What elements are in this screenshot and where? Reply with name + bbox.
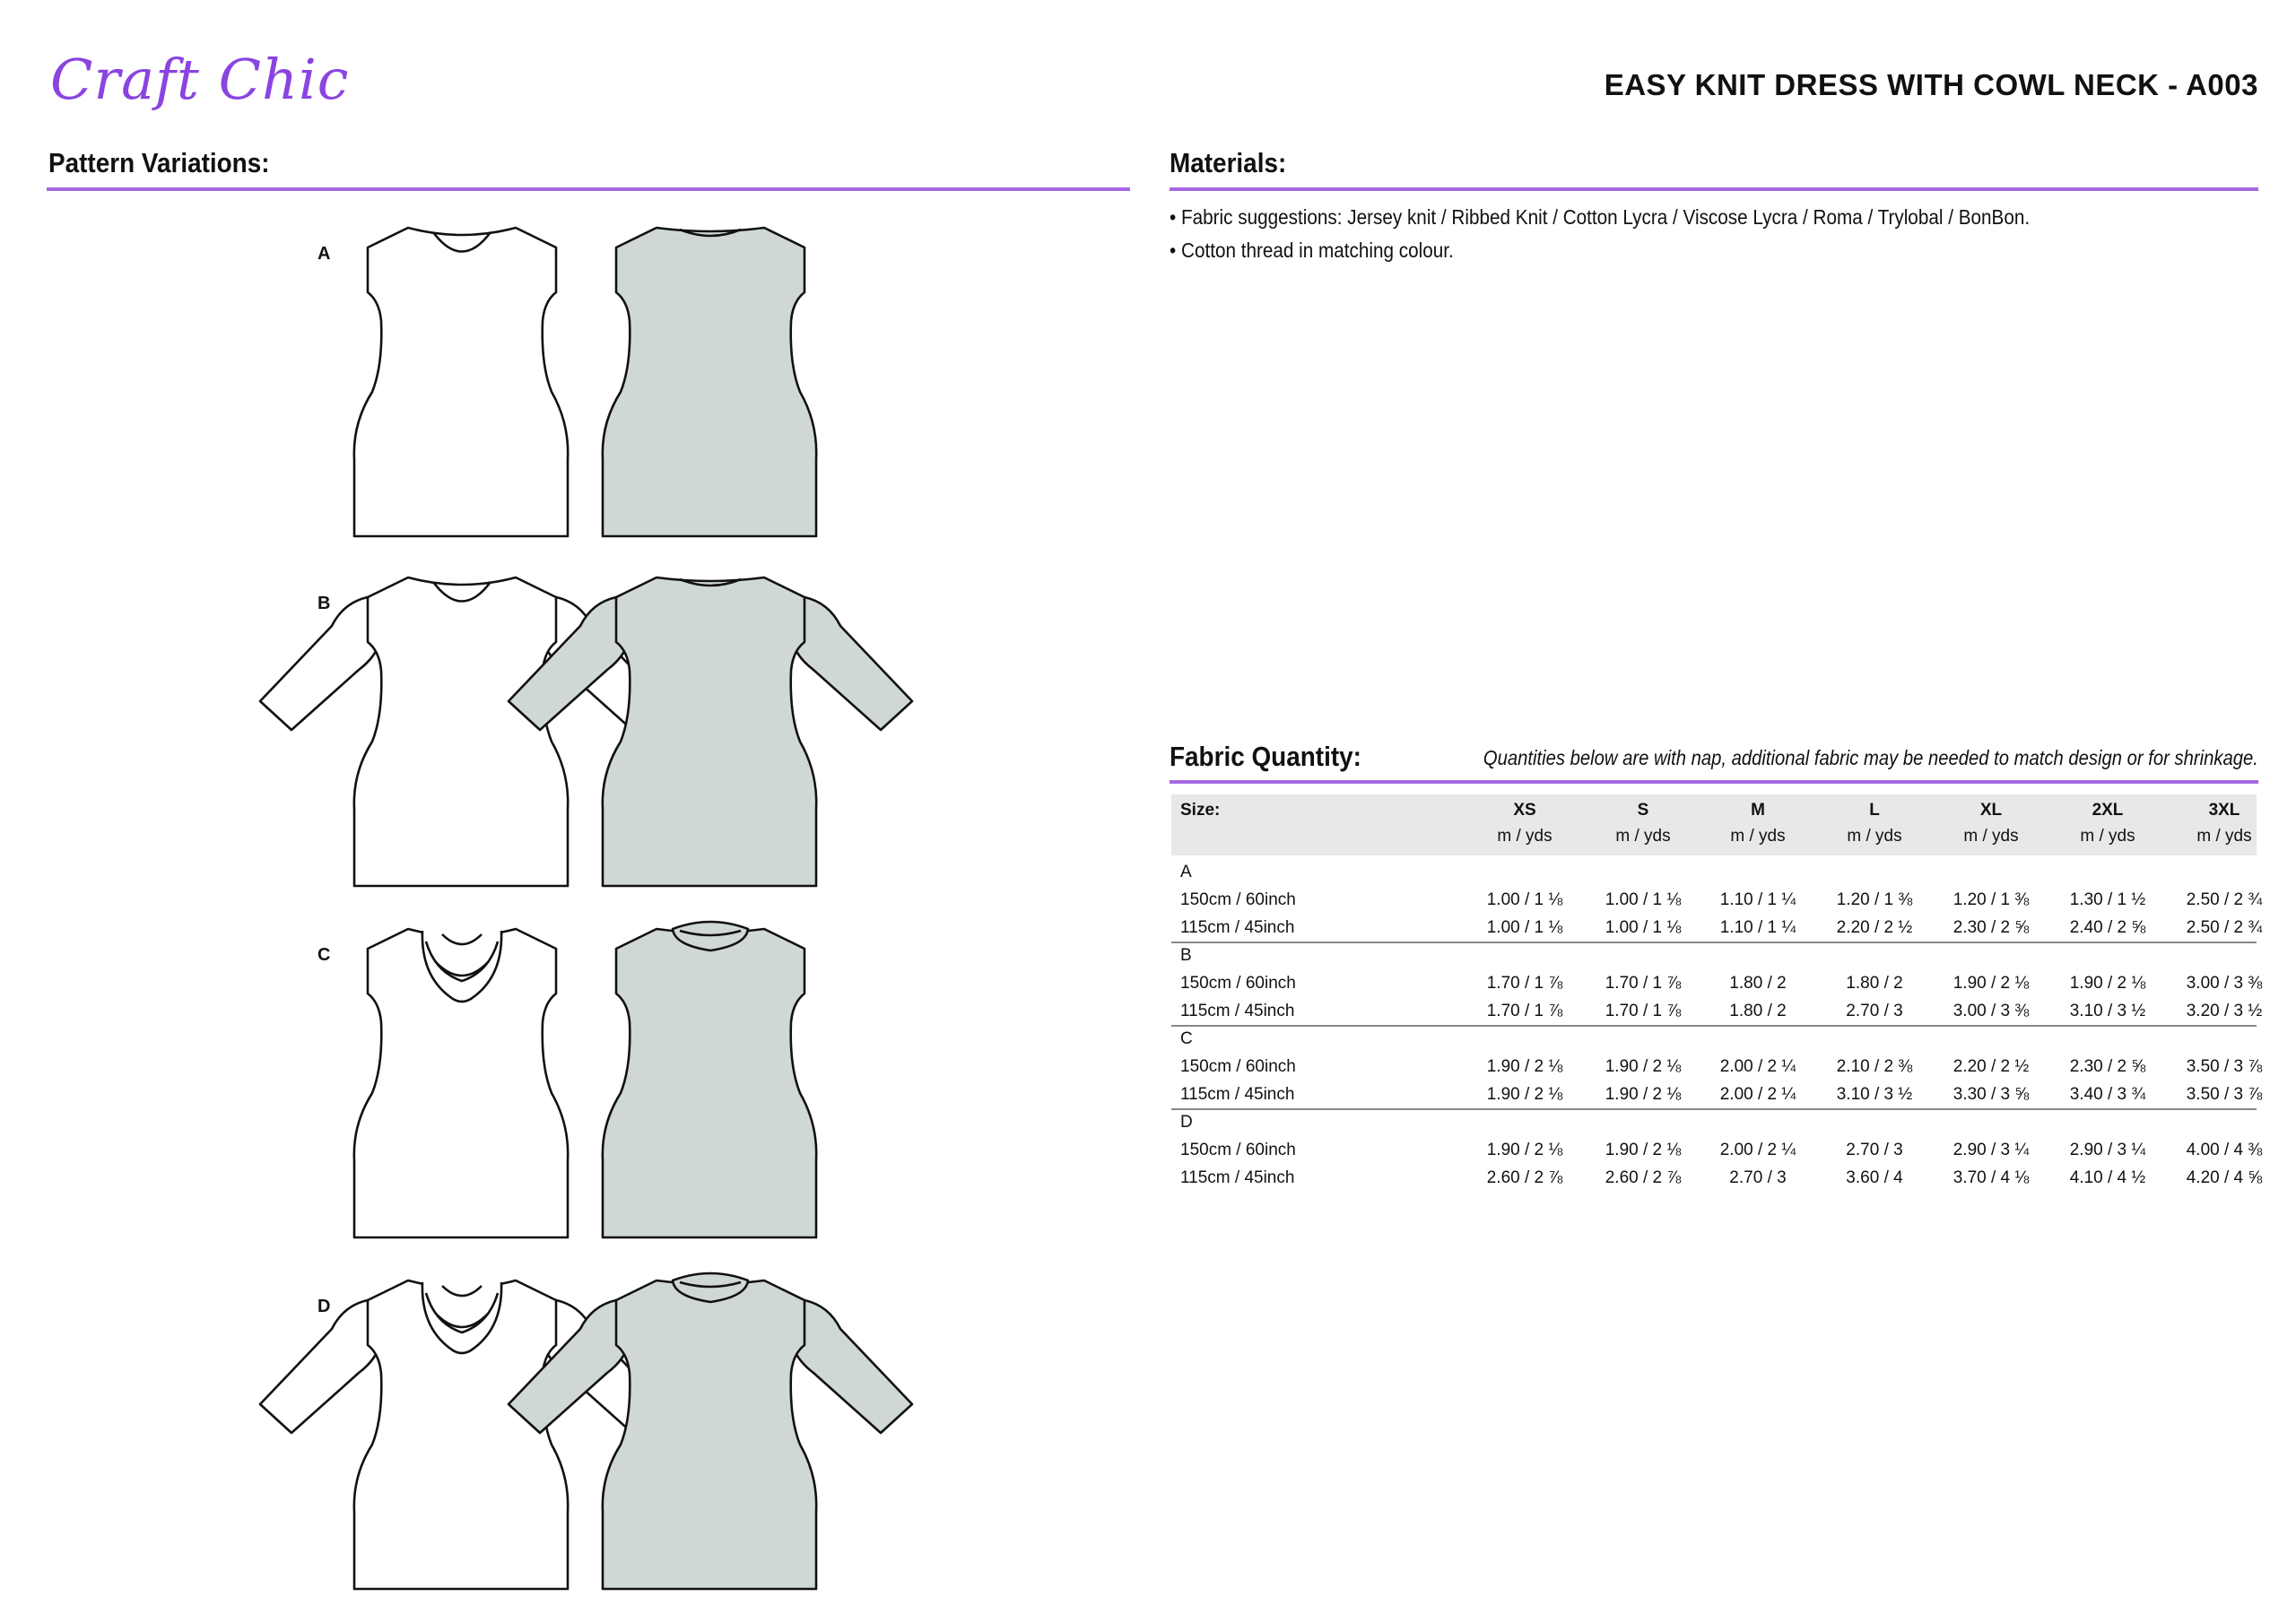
variation-label-d: D xyxy=(317,1297,331,1316)
quantity-cell: 1.80 / 2 xyxy=(1729,974,1787,993)
row-label: 115cm / 45inch xyxy=(1180,1002,1295,1020)
quantity-cell: 4.00 / 4 ⅜ xyxy=(2186,1141,2263,1159)
group-divider xyxy=(1171,942,2257,943)
quantity-cell: 1.90 / 2 ⅛ xyxy=(1486,1141,1563,1159)
quantity-cell: 2.70 / 3 xyxy=(1846,1002,1903,1020)
quantity-cell: 3.20 / 3 ½ xyxy=(2186,1002,2263,1020)
quantity-cell: 3.10 / 3 ½ xyxy=(1836,1085,1913,1104)
document-title: EASY KNIT DRESS WITH COWL NECK - A003 xyxy=(1604,68,2258,101)
quantity-cell: 1.90 / 2 ⅛ xyxy=(1952,974,2030,993)
quantity-cell: 2.20 / 2 ½ xyxy=(1836,918,1913,937)
size-column-header: S xyxy=(1637,801,1649,820)
quantity-cell: 1.90 / 2 ⅛ xyxy=(1605,1057,1682,1076)
fabric-quantity-note: Quantities below are with nap, additional fabric may be needed to match design or for shrinkage. xyxy=(1483,746,2258,769)
quantity-cell: 2.90 / 3 ¼ xyxy=(2069,1141,2146,1159)
quantity-cell: 2.50 / 2 ¾ xyxy=(2186,890,2263,909)
quantity-cell: 3.10 / 3 ½ xyxy=(2069,1002,2146,1020)
quantity-cell: 2.60 / 2 ⅞ xyxy=(1486,1168,1563,1187)
quantity-cell: 3.50 / 3 ⅞ xyxy=(2186,1057,2263,1076)
quantity-cell: 1.00 / 1 ⅛ xyxy=(1486,918,1563,937)
group-divider xyxy=(1171,1025,2257,1027)
fabric-quantity-heading: Fabric Quantity: xyxy=(1170,741,1361,772)
group-label: B xyxy=(1180,946,1192,965)
quantity-cell: 1.90 / 2 ⅛ xyxy=(1486,1057,1563,1076)
quantity-cell: 1.80 / 2 xyxy=(1729,1002,1787,1020)
quantity-cell: 4.20 / 4 ⅝ xyxy=(2186,1168,2263,1187)
quantity-cell: 2.10 / 2 ⅜ xyxy=(1836,1057,1913,1076)
quantity-cell: 2.50 / 2 ¾ xyxy=(2186,918,2263,937)
quantity-cell: 2.20 / 2 ½ xyxy=(1952,1057,2030,1076)
size-column-header: XS xyxy=(1513,801,1536,820)
materials-item: • Cotton thread in matching colour. xyxy=(1170,239,1454,262)
quantity-cell: 3.40 / 3 ¾ xyxy=(2069,1085,2146,1104)
row-label: 150cm / 60inch xyxy=(1180,974,1296,993)
quantity-cell: 3.60 / 4 xyxy=(1846,1168,1903,1187)
quantity-cell: 1.00 / 1 ⅛ xyxy=(1486,890,1563,909)
group-divider xyxy=(1171,1108,2257,1110)
size-column-header: XL xyxy=(1979,801,2003,820)
fabric-quantity-rule xyxy=(1170,780,2258,784)
row-label: 150cm / 60inch xyxy=(1180,1057,1296,1076)
pattern-variations-heading: Pattern Variations: xyxy=(48,147,270,178)
unit-column-header: m / yds xyxy=(1847,827,1902,846)
quantity-cell: 1.70 / 1 ⅞ xyxy=(1486,1002,1563,1020)
group-label: D xyxy=(1180,1113,1193,1132)
quantity-cell: 1.10 / 1 ¼ xyxy=(1719,918,1796,937)
variation-label-b: B xyxy=(317,594,331,613)
group-label: C xyxy=(1180,1029,1193,1048)
quantity-cell: 3.00 / 3 ⅜ xyxy=(1952,1002,2030,1020)
quantity-cell: 1.90 / 2 ⅛ xyxy=(1605,1141,1682,1159)
quantity-cell: 1.70 / 1 ⅞ xyxy=(1486,974,1563,993)
row-label: 115cm / 45inch xyxy=(1180,1085,1295,1104)
quantity-cell: 1.70 / 1 ⅞ xyxy=(1605,974,1682,993)
quantity-cell: 1.70 / 1 ⅞ xyxy=(1605,1002,1682,1020)
variation-c-back xyxy=(603,922,816,1237)
quantity-cell: 2.30 / 2 ⅝ xyxy=(2069,1057,2146,1076)
materials-rule xyxy=(1170,187,2258,191)
unit-column-header: m / yds xyxy=(2080,827,2135,846)
quantity-cell: 2.70 / 3 xyxy=(1729,1168,1787,1187)
quantity-cell: 1.10 / 1 ¼ xyxy=(1719,890,1796,909)
variation-a-back xyxy=(603,228,816,536)
quantity-cell: 2.00 / 2 ¼ xyxy=(1719,1057,1796,1076)
quantity-cell: 2.40 / 2 ⅝ xyxy=(2069,918,2146,937)
row-label: 150cm / 60inch xyxy=(1180,890,1296,909)
quantity-cell: 1.00 / 1 ⅛ xyxy=(1605,890,1682,909)
quantity-cell: 2.60 / 2 ⅞ xyxy=(1605,1168,1682,1187)
quantity-cell: 1.20 / 1 ⅜ xyxy=(1952,890,2030,909)
quantity-cell: 3.50 / 3 ⅞ xyxy=(2186,1085,2263,1104)
quantity-cell: 1.90 / 2 ⅛ xyxy=(1486,1085,1563,1104)
group-label: A xyxy=(1180,863,1192,881)
size-column-header: 2XL xyxy=(2092,801,2124,820)
variation-a-front xyxy=(354,228,568,536)
quantity-cell: 3.00 / 3 ⅜ xyxy=(2186,974,2263,993)
quantity-cell: 1.90 / 2 ⅛ xyxy=(1605,1085,1682,1104)
unit-column-header: m / yds xyxy=(1730,827,1786,846)
quantity-cell: 3.30 / 3 ⅝ xyxy=(1952,1085,2030,1104)
unit-column-header: m / yds xyxy=(1615,827,1671,846)
size-column-header: M xyxy=(1751,801,1765,820)
garment-illustrations xyxy=(0,0,1130,1623)
quantity-cell: 1.00 / 1 ⅛ xyxy=(1605,918,1682,937)
quantity-cell: 1.80 / 2 xyxy=(1846,974,1903,993)
row-label: 150cm / 60inch xyxy=(1180,1141,1296,1159)
quantity-cell: 1.90 / 2 ⅛ xyxy=(2069,974,2146,993)
variation-c-front xyxy=(354,929,568,1237)
quantity-cell: 3.70 / 4 ⅛ xyxy=(1952,1168,2030,1187)
quantity-cell: 4.10 / 4 ½ xyxy=(2069,1168,2146,1187)
unit-column-header: m / yds xyxy=(1497,827,1552,846)
materials-heading: Materials: xyxy=(1170,147,1287,178)
quantity-cell: 1.20 / 1 ⅜ xyxy=(1836,890,1913,909)
unit-column-header: m / yds xyxy=(2196,827,2252,846)
variation-label-c: C xyxy=(317,945,331,965)
materials-list xyxy=(1170,201,2030,267)
brand-logo: Craft Chic xyxy=(50,47,350,112)
size-column-header: L xyxy=(1869,801,1880,820)
variation-label-a: A xyxy=(317,244,331,264)
size-header-label: Size: xyxy=(1180,801,1221,820)
quantity-cell: 2.70 / 3 xyxy=(1846,1141,1903,1159)
quantity-cell: 2.90 / 3 ¼ xyxy=(1952,1141,2030,1159)
quantity-cell: 2.00 / 2 ¼ xyxy=(1719,1085,1796,1104)
unit-column-header: m / yds xyxy=(1963,827,2019,846)
quantity-cell: 2.30 / 2 ⅝ xyxy=(1952,918,2030,937)
quantity-cell: 1.30 / 1 ½ xyxy=(2069,890,2146,909)
materials-item: • Fabric suggestions: Jersey knit / Ribbed Knit / Cotton Lycra / Viscose Lycra / Roma / Trylobal / BonBon. xyxy=(1170,205,2031,229)
size-column-header: 3XL xyxy=(2208,801,2240,820)
row-label: 115cm / 45inch xyxy=(1180,1168,1295,1187)
row-label: 115cm / 45inch xyxy=(1180,918,1295,937)
quantity-cell: 2.00 / 2 ¼ xyxy=(1719,1141,1796,1159)
